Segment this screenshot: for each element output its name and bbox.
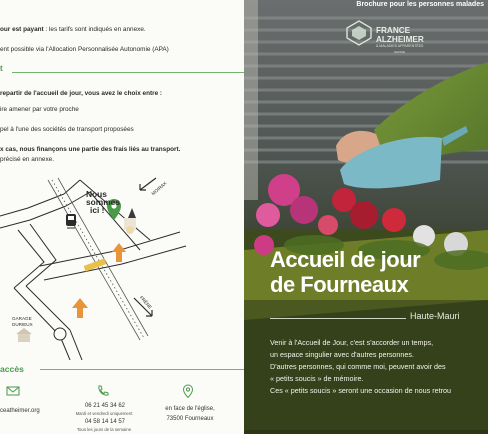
phone-1-note: Mardi et vendredi uniquement bbox=[75, 411, 133, 416]
france-alzheimer-logo-icon bbox=[346, 20, 372, 46]
brochure-label: Brochure pour les personnes malades bbox=[356, 1, 484, 8]
text-line-cost: our est payant : les tarifs sont indiqués en annexe. bbox=[0, 26, 146, 33]
text-line-finance: x cas, nous finançons une partie des frais liés au transport. bbox=[0, 146, 181, 153]
address-line-1: en face de l'église, bbox=[165, 406, 215, 412]
direction-arrow bbox=[112, 243, 126, 262]
right-page bbox=[244, 0, 488, 434]
subtitle-divider bbox=[270, 318, 406, 319]
cover-title-line-1: Accueil de jour bbox=[270, 247, 421, 272]
phone-2-note: Tous les jours de la semaine bbox=[76, 427, 132, 432]
phone-2[interactable]: 04 58 14 14 57 bbox=[84, 419, 126, 425]
text-line-transport: pel à l'une des sociétés de transport proposées bbox=[0, 126, 134, 133]
text-line-proche: ire amener par votre proche bbox=[0, 106, 79, 113]
logo-text-alzheimer: ALZHEIMER bbox=[376, 35, 424, 44]
logo-text-savoie: SAVOIE bbox=[394, 50, 405, 54]
cover-subtitle: Haute-Mauri bbox=[410, 311, 460, 321]
address-line-2: 73500 Fourneaux bbox=[166, 416, 214, 422]
road-label-moirax: MOIRAX bbox=[150, 180, 168, 197]
train-icon bbox=[66, 214, 76, 228]
phone-1[interactable]: 06 21 45 34 62 bbox=[84, 403, 126, 409]
acces-title: accès bbox=[0, 364, 24, 374]
road-label-frene: FRÊNE bbox=[138, 295, 153, 310]
mail-icon bbox=[6, 384, 20, 398]
acces-divider bbox=[40, 369, 244, 370]
cover-title-line-2: de Fourneaux bbox=[270, 272, 409, 297]
paragraph-line: un espace singulier avec d'autres personnes. bbox=[270, 350, 415, 359]
direction-arrow bbox=[72, 298, 88, 318]
website-link[interactable]: ceatheimer.org bbox=[0, 408, 40, 414]
here-label: Nous sommes ici ! bbox=[86, 189, 120, 215]
text-line-choice: repartir de l'accueil de jour, vous avez le choix entre : bbox=[0, 90, 163, 97]
text-line-annexe: précisé en annexe. bbox=[0, 156, 55, 163]
paragraph-line: « petits soucis » de mémoire. bbox=[270, 374, 364, 383]
section-title: t bbox=[0, 64, 3, 73]
paragraph-line: D'autres personnes, qui comme moi, peuvent avoir des bbox=[270, 362, 446, 371]
garage-label: GARAGE DURIEUX bbox=[12, 316, 33, 327]
access-map bbox=[0, 170, 244, 360]
paragraph-line: Venir à l'Accueil de Jour, c'est s'accorder un temps, bbox=[270, 338, 434, 347]
phone-icon bbox=[96, 384, 110, 398]
logo-text-france: FRANCE bbox=[376, 26, 411, 35]
paragraph-line: Ces « petits soucis » seront une occasion de nous retrou bbox=[270, 386, 451, 395]
garage-icon bbox=[16, 328, 32, 342]
text-line-apa: ent possible via l'Allocation Personnalisée Autonomie (APA) bbox=[0, 46, 169, 53]
map-pin-icon bbox=[181, 384, 195, 398]
logo-text-maladies: & MALADIES APPARENTÉES bbox=[376, 44, 424, 48]
section-divider bbox=[12, 72, 244, 73]
church-icon bbox=[124, 208, 136, 234]
roundabout bbox=[54, 328, 66, 340]
